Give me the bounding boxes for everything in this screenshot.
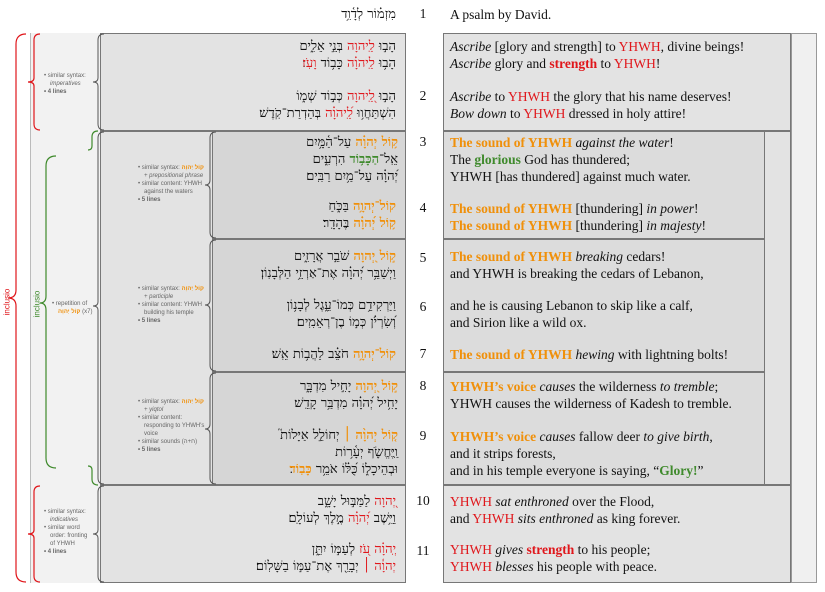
verse-english xyxy=(450,378,732,412)
hebrew-segment: וַיְשַׁבֵּ֥ר יְ֝הוָ֗ה אֶת־אַרְזֵ֥י הַלְּבָנֽוֹן׃ xyxy=(260,266,396,281)
verse-number: 5 xyxy=(419,250,427,265)
english-segment: ! xyxy=(655,56,661,71)
english-line xyxy=(450,510,680,527)
english-segment: YHWH causes the wilderness of Kadesh to tremble. xyxy=(450,396,732,411)
verse-hebrew xyxy=(220,248,396,282)
hebrew-line xyxy=(222,444,398,461)
hebrew-segment: כְּב֣וֹד שְׁמ֑וֹ xyxy=(296,89,348,104)
hebrew-line xyxy=(220,558,396,575)
english-segment: , divine beings! xyxy=(660,39,745,54)
verse-hebrew xyxy=(220,297,396,331)
hebrew-segment: יָחִ֣יל מִדְבָּ֑ר xyxy=(299,379,356,394)
hebrew-line xyxy=(220,493,396,510)
verse-english xyxy=(450,297,693,331)
english-segment: YHWH xyxy=(472,511,515,526)
verse-hebrew xyxy=(220,493,396,527)
hebrew-line xyxy=(220,510,396,527)
hebrew-segment: לַֽ֭יהוָה xyxy=(347,89,375,104)
hebrew-segment: וּבְהֵיכָל֑וֹ כֻּ֝לּ֗וֹ אֹמֵ֥ר xyxy=(311,462,398,477)
hebrew-segment: הִרְעִ֑ים xyxy=(312,152,350,167)
hebrew-line xyxy=(220,297,396,314)
title-hebrew: מִזְמ֗וֹר לְדָ֫וִ֥ד xyxy=(341,7,396,22)
verse-number: 11 xyxy=(416,543,430,558)
english-segment: strength xyxy=(549,56,598,71)
english-segment: The xyxy=(450,152,475,167)
english-segment: God has thundered; xyxy=(520,152,630,167)
english-segment: hewing xyxy=(572,347,615,362)
hebrew-line xyxy=(222,151,398,168)
hebrew-segment: ק֤וֹל יְהוָ֨ה ׀ xyxy=(343,428,398,443)
hebrew-segment: יְֽהוָ֗ה xyxy=(374,542,396,557)
hebrew-line xyxy=(222,378,398,395)
english-segment: to give birth xyxy=(643,429,710,444)
note-repetition: • repetition of קוֹל יְהוָה (x7) xyxy=(52,301,93,315)
hebrew-segment: בַּכֹּ֑חַ xyxy=(328,199,353,214)
english-segment: and he is causing Lebanon to skip like a calf, xyxy=(450,298,693,313)
verse-english xyxy=(450,88,731,122)
hebrew-line xyxy=(222,134,398,151)
english-segment: The sound of YHWH xyxy=(450,135,573,150)
english-line xyxy=(450,55,744,72)
english-segment: sits enthroned xyxy=(514,511,594,526)
english-line xyxy=(450,38,744,55)
hebrew-segment: שֹׁבֵ֣ר אֲרָזִ֑ים xyxy=(293,249,354,264)
english-segment: YHWH’s voice xyxy=(450,379,537,394)
note-verses-10-11: • similar syntax: indicatives • similar word order: fronting of YHWH • 4 lines xyxy=(44,509,88,555)
english-line xyxy=(450,445,713,462)
hebrew-segment: קוֹל־יְהוָ֥ה xyxy=(352,199,396,214)
inclusio-label-inner: inclusio xyxy=(32,290,42,318)
hebrew-segment: הַכָּב֥וֹד xyxy=(349,152,380,167)
hebrew-segment: אֵֽל־ xyxy=(379,152,398,167)
title-english: A psalm by David. xyxy=(450,7,552,22)
verse-english xyxy=(450,38,744,72)
hebrew-segment: עַל־הַ֫מָּ֥יִם xyxy=(306,135,356,150)
english-segment: to xyxy=(491,89,508,104)
hebrew-segment: בֶּהָדָֽר׃ xyxy=(322,216,354,231)
hebrew-line xyxy=(222,427,398,444)
english-segment: strength xyxy=(526,542,575,557)
hebrew-line xyxy=(220,265,396,282)
english-segment: YHWH xyxy=(523,106,566,121)
english-segment: Glory! xyxy=(659,463,698,478)
english-segment: The sound of YHWH xyxy=(450,347,573,362)
english-segment: and Sirion like a wild ox. xyxy=(450,315,587,330)
hebrew-segment: הָב֣וּ xyxy=(374,39,396,54)
english-segment: the glory that his name deserves! xyxy=(550,89,732,104)
english-segment: Ascribe xyxy=(450,89,492,104)
english-segment: Ascribe xyxy=(450,39,492,54)
english-line xyxy=(450,88,731,105)
english-segment: as king forever. xyxy=(593,511,681,526)
english-segment: his people with peace. xyxy=(533,559,657,574)
hebrew-line xyxy=(222,461,398,478)
english-segment: ; xyxy=(714,379,719,394)
red-bracket-bottom xyxy=(28,486,40,582)
red-bracket-top xyxy=(28,34,40,130)
hebrew-segment: כָּבֽוֹד xyxy=(289,462,312,477)
green-bracket-top xyxy=(88,131,98,150)
hebrew-segment: הָב֣וּ xyxy=(374,89,396,104)
english-segment: and YHWH is breaking the cedars of Lebanon, xyxy=(450,266,704,281)
english-line xyxy=(450,493,680,510)
verse-number: 2 xyxy=(419,88,427,103)
english-segment: over the Flood, xyxy=(568,494,655,509)
verse-hebrew xyxy=(220,541,396,575)
note-verses-1-2: • similar syntax: imperatives • 4 lines xyxy=(44,73,86,95)
english-segment: The sound of YHWH xyxy=(450,201,573,216)
verse-number: 9 xyxy=(419,428,427,443)
english-segment: breaking xyxy=(572,249,624,264)
english-segment: YHWH xyxy=(450,494,492,509)
english-segment: YHWH’s voice xyxy=(450,429,537,444)
note-verses-5-7: • similar syntax: קוֹל יְהוָה + participle • similar content: YHWH building his temple • 5 lines xyxy=(138,286,204,324)
hebrew-segment: ק֥וֹל יְהוָ֗ה xyxy=(355,135,398,150)
title-verse-number: 1 xyxy=(419,6,427,21)
english-line xyxy=(450,378,732,395)
note-verses-8-9: • similar syntax: קוֹל יְהוָה + yiqtol • similar content: responding to YHWH's voice • similar sounds (ח+ה) • 5 lines xyxy=(138,399,205,453)
english-segment: with lightning bolts! xyxy=(614,347,729,362)
english-line xyxy=(450,265,704,282)
english-line xyxy=(450,151,691,168)
verse-number: 10 xyxy=(416,493,430,508)
english-segment: causes xyxy=(536,429,576,444)
verse-number: 7 xyxy=(419,346,427,361)
english-segment: YHWH xyxy=(450,559,492,574)
hebrew-segment: וַֽיֶּחֱשֹׂ֪ף יְעָ֫ר֥וֹת xyxy=(335,445,398,460)
verse-hebrew xyxy=(222,134,398,185)
english-segment: glory and xyxy=(491,56,550,71)
green-bracket-bottom xyxy=(88,466,98,485)
hebrew-segment: לְעַמּ֣וֹ יִתֵּ֑ן xyxy=(311,542,360,557)
english-line xyxy=(450,428,713,445)
hebrew-segment: קוֹל־יְהוָ֥ה xyxy=(352,347,396,362)
verse-english xyxy=(450,541,657,575)
english-line xyxy=(450,541,657,558)
english-line xyxy=(450,217,706,234)
hebrew-line xyxy=(220,55,396,72)
hebrew-segment: וְ֝שִׂרְיֹ֗ן כְּמ֣וֹ בֶן־רְאֵמִֽים׃ xyxy=(296,315,396,330)
english-segment: YHWH xyxy=(618,39,661,54)
english-line xyxy=(450,314,693,331)
verse-english xyxy=(450,200,706,234)
english-segment: against the water xyxy=(572,135,670,150)
hebrew-segment: חֹצֵ֗ב לַהֲב֥וֹת אֵֽשׁ׃ xyxy=(271,347,353,362)
note-verses-3-4: • similar syntax: קוֹל יְהוָה + prepositional phrase • similar content: YHWH against the waters • 5 lines xyxy=(138,165,204,203)
english-segment: Ascribe xyxy=(450,56,492,71)
hebrew-segment: יָחִ֥יל יְ֝הוָ֗ה מִדְבַּ֥ר קָדֵֽשׁ׃ xyxy=(294,396,398,411)
hebrew-segment: יְבָרֵ֖ךְ אֶת־עַמּ֣וֹ בַשָּׁלֽוֹם׃ xyxy=(255,559,363,574)
hebrew-line xyxy=(220,105,396,122)
english-line xyxy=(450,134,691,151)
verse-english xyxy=(450,493,680,527)
hebrew-line xyxy=(220,198,396,215)
verse-number: 3 xyxy=(419,134,427,149)
hebrew-segment: יְ֝הוָ֗ה xyxy=(347,511,370,526)
verse-english xyxy=(450,134,691,185)
hebrew-segment: ק֥וֹל יְ֝הוָ֗ה xyxy=(353,216,396,231)
hebrew-line xyxy=(220,88,396,105)
hebrew-line xyxy=(220,314,396,331)
english-line xyxy=(450,168,691,185)
english-segment: YHWH xyxy=(613,56,656,71)
hebrew-segment: לַמַּבּ֣וּל יָשָׁ֑ב xyxy=(317,494,375,509)
english-segment: sat enthroned xyxy=(492,494,569,509)
hebrew-segment: כָּב֥וֹד xyxy=(316,56,348,71)
verse-hebrew xyxy=(220,38,396,72)
hebrew-segment: ק֣וֹל יְ֭הוָה xyxy=(355,379,398,394)
english-segment: to his people; xyxy=(574,542,651,557)
hebrew-segment: יְ֭הוָה xyxy=(374,494,396,509)
english-segment: and in his temple everyone is saying, “ xyxy=(450,463,660,478)
hebrew-segment: וַיֵּ֥שֶׁב xyxy=(369,511,396,526)
hebrew-segment: יְ֝הוָ֗ה עַל־מַ֥יִם רַבִּֽים׃ xyxy=(306,169,398,184)
hebrew-segment: מֶ֣לֶךְ לְעוֹלָֽם׃ xyxy=(288,511,348,526)
english-segment: and xyxy=(450,511,473,526)
english-segment: glorious xyxy=(474,152,521,167)
english-segment: YHWH xyxy=(508,89,550,104)
hebrew-segment: הָב֥וּ xyxy=(374,56,396,71)
english-segment: in power xyxy=(646,201,695,216)
verse-hebrew xyxy=(222,378,398,412)
english-line xyxy=(450,200,706,217)
english-segment: dressed in holy attire! xyxy=(565,106,687,121)
english-segment: to xyxy=(597,56,614,71)
english-segment: [thundering] xyxy=(572,201,647,216)
hebrew-line xyxy=(220,541,396,558)
hebrew-segment: וָעֹֽז xyxy=(302,56,317,71)
verse-number: 4 xyxy=(419,200,427,215)
verse-hebrew xyxy=(220,198,396,232)
english-segment: blesses xyxy=(492,559,534,574)
english-segment: , xyxy=(709,429,713,444)
english-segment: YHWH [has thundered] against much water. xyxy=(450,169,691,184)
english-segment: causes xyxy=(536,379,576,394)
english-segment: [thundering] xyxy=(572,218,647,233)
english-segment: gives xyxy=(492,542,524,557)
english-line xyxy=(450,346,728,363)
hebrew-line xyxy=(222,168,398,185)
english-segment: ! xyxy=(694,201,699,216)
hebrew-segment: יְהוָ֓ה ׀ xyxy=(362,559,396,574)
english-segment: the wilderness xyxy=(575,379,660,394)
english-line xyxy=(450,297,693,314)
english-segment: in majesty xyxy=(646,218,702,233)
verse-number: 8 xyxy=(419,378,427,393)
english-line xyxy=(450,558,657,575)
hebrew-segment: עֹ֭ז xyxy=(359,542,371,557)
verse-hebrew xyxy=(222,427,398,478)
english-line xyxy=(450,462,713,479)
verse-english xyxy=(450,428,713,479)
hebrew-line xyxy=(220,346,396,363)
english-segment: fallow deer xyxy=(575,429,644,444)
verse-english xyxy=(450,346,728,363)
english-segment: ” xyxy=(697,463,704,478)
verse-number: 6 xyxy=(419,299,427,314)
hebrew-segment: יְחוֹלֵ֣ל אַיָּלוֹת֮ xyxy=(280,428,344,443)
hebrew-segment: ק֣וֹל יְ֭הוָה xyxy=(353,249,396,264)
hebrew-segment: בְּנֵ֣י אֵלִ֑ים xyxy=(299,39,348,54)
english-segment: ! xyxy=(669,135,674,150)
hebrew-segment: בְּהַדְרַת־קֹֽדֶשׁ׃ xyxy=(259,106,326,121)
english-segment: The sound of YHWH xyxy=(450,218,573,233)
english-segment: YHWH xyxy=(450,542,492,557)
inclusio-label-outer: inclusio xyxy=(2,288,12,316)
english-segment: and it strips forests, xyxy=(450,446,556,461)
english-segment: to xyxy=(506,106,524,121)
hebrew-segment: וַיַּרְקִידֵ֥ם כְּמוֹ־עֵ֑גֶל לְבָנ֥וֹן xyxy=(286,298,396,313)
hebrew-line xyxy=(222,395,398,412)
verse-hebrew xyxy=(220,346,396,363)
hebrew-segment: לַֽ֝יהוָ֗ה xyxy=(325,106,353,121)
english-line xyxy=(450,395,732,412)
english-segment: cedars! xyxy=(623,249,666,264)
english-segment: to tremble xyxy=(659,379,715,394)
english-segment: The sound of YHWH xyxy=(450,249,573,264)
english-segment: Bow down xyxy=(450,106,507,121)
english-line xyxy=(450,248,704,265)
verse-english xyxy=(450,248,704,282)
hebrew-line xyxy=(220,248,396,265)
english-line xyxy=(450,105,731,122)
hebrew-line xyxy=(220,38,396,55)
english-segment: [glory and strength] to xyxy=(491,39,619,54)
english-segment: ! xyxy=(701,218,707,233)
hebrew-line xyxy=(220,215,396,232)
hebrew-segment: הִשְׁתַּחֲו֥וּ xyxy=(352,106,396,121)
hebrew-segment: לַֽיהוָ֗ה xyxy=(347,56,375,71)
hebrew-segment: לַֽיהוָה xyxy=(347,39,375,54)
verse-hebrew xyxy=(220,88,396,122)
